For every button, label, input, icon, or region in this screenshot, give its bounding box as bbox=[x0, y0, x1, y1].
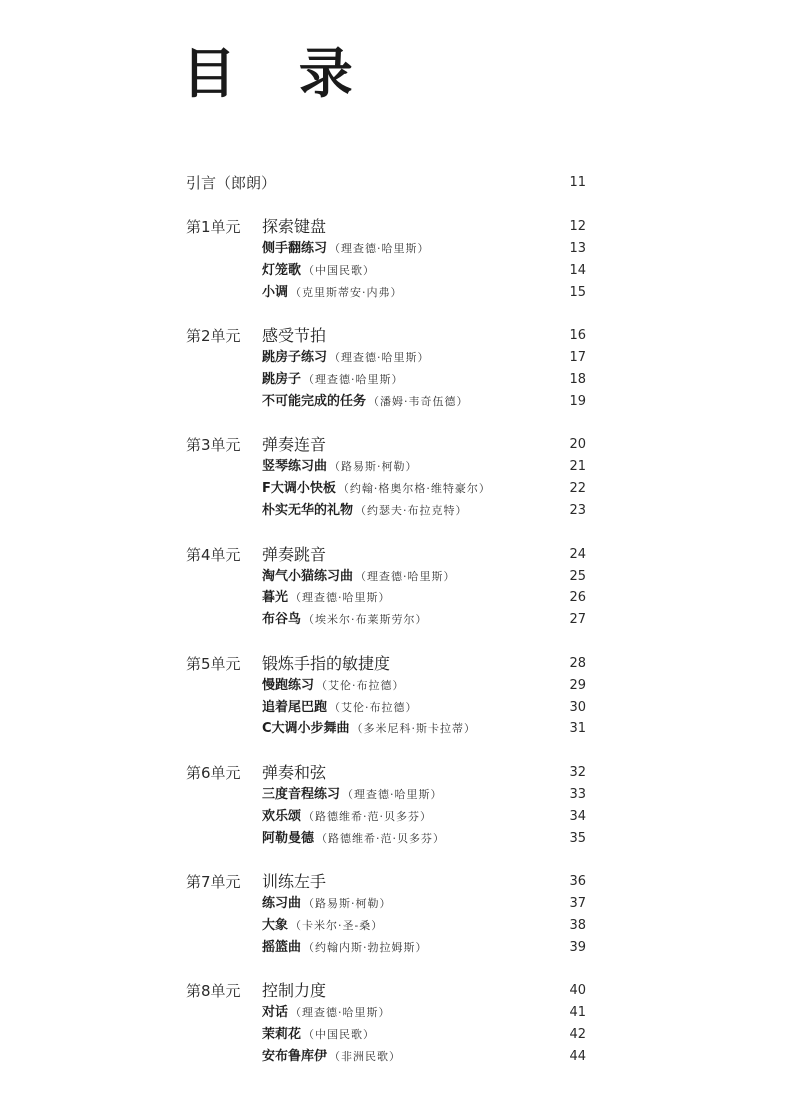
unit-label: 第5单元 bbox=[186, 654, 241, 673]
page-number: 15 bbox=[569, 284, 586, 300]
toc-entry-row[interactable] bbox=[0, 1046, 800, 1068]
entry-author: （理查德·哈里斯） bbox=[355, 569, 456, 583]
page-number: 35 bbox=[569, 830, 586, 846]
toc-unit-row[interactable] bbox=[0, 653, 800, 675]
page-number: 23 bbox=[569, 503, 586, 518]
toc-unit-row[interactable] bbox=[0, 762, 800, 784]
toc-entry-row[interactable] bbox=[0, 675, 800, 697]
entry-author: （卡米尔·圣-桑） bbox=[290, 919, 384, 932]
page-number: 29 bbox=[569, 677, 586, 693]
toc-entry-row[interactable] bbox=[0, 828, 800, 850]
unit-label: 第7单元 bbox=[186, 873, 241, 892]
toc-entry-row[interactable] bbox=[0, 718, 800, 740]
toc-entry-row[interactable] bbox=[0, 566, 800, 588]
toc-unit-row[interactable] bbox=[0, 980, 800, 1002]
toc-entry-row[interactable] bbox=[0, 784, 800, 806]
unit-label: 第3单元 bbox=[186, 436, 241, 455]
unit-title: 弹奏连音 bbox=[262, 435, 327, 455]
toc-entry-row[interactable] bbox=[0, 391, 800, 413]
page-number: 26 bbox=[569, 590, 586, 606]
toc-entry-row[interactable] bbox=[0, 500, 800, 522]
toc-unit-row[interactable] bbox=[0, 544, 800, 566]
entry-title: 茉莉花 （中国民歌） bbox=[262, 1027, 376, 1043]
entry-title: 欢乐颂 （路德维希·范·贝多芬） bbox=[262, 808, 433, 824]
entry-author: （理查德·哈里斯） bbox=[290, 1006, 391, 1020]
page-number: 13 bbox=[569, 241, 586, 256]
toc-unit-row[interactable] bbox=[0, 434, 800, 456]
page-number: 14 bbox=[569, 262, 586, 278]
page-number: 24 bbox=[569, 546, 586, 562]
entry-author: （中国民歌） bbox=[303, 1028, 376, 1042]
entry-author: （潘姆·韦奇伍德） bbox=[368, 394, 469, 408]
entry-author: （理查德·哈里斯） bbox=[329, 242, 430, 255]
page-number: 32 bbox=[569, 765, 586, 780]
page-title: 目 录 bbox=[182, 41, 375, 105]
toc-entry-row[interactable] bbox=[0, 456, 800, 478]
toc-unit-row[interactable] bbox=[0, 216, 800, 238]
unit-title: 探索键盘 bbox=[262, 217, 327, 236]
entry-title: 暮光 （理查德·哈里斯） bbox=[262, 590, 391, 606]
entry-author: （理查德·哈里斯） bbox=[303, 373, 404, 386]
toc-entry-row[interactable] bbox=[0, 347, 800, 369]
toc-entry-row[interactable] bbox=[0, 893, 800, 915]
entry-title: 追着尾巴跑 （艾伦·布拉德） bbox=[262, 699, 418, 715]
toc-entry-row[interactable] bbox=[0, 260, 800, 282]
unit-title: 感受节拍 bbox=[262, 326, 327, 346]
page-number: 19 bbox=[569, 393, 586, 409]
page-number: 30 bbox=[569, 699, 586, 715]
page-number: 11 bbox=[569, 175, 586, 190]
unit-label: 第2单元 bbox=[186, 327, 241, 346]
page-number: 33 bbox=[569, 787, 586, 802]
page-number: 17 bbox=[569, 350, 586, 366]
entry-author: （克里斯蒂安·内弗） bbox=[290, 285, 403, 299]
page-number: 12 bbox=[569, 219, 586, 234]
entry-author: （埃米尔·布莱斯劳尔） bbox=[303, 613, 428, 627]
page-number: 44 bbox=[569, 1049, 586, 1064]
toc-entry-row[interactable] bbox=[0, 609, 800, 631]
toc-entry-row[interactable] bbox=[0, 369, 800, 391]
entry-author: （路德维希·范·贝多芬） bbox=[316, 831, 446, 845]
unit-title: 弹奏跳音 bbox=[262, 544, 327, 564]
entry-author: （非洲民歌） bbox=[329, 1050, 402, 1063]
unit-title: 锻炼手指的敏捷度 bbox=[262, 653, 391, 673]
page-number: 21 bbox=[569, 459, 586, 475]
entry-title: 淘气小猫练习曲 （理查德·哈里斯） bbox=[262, 568, 456, 584]
toc-entry-row[interactable] bbox=[0, 587, 800, 609]
entry-title: 阿勒曼德 （路德维希·范·贝多芬） bbox=[262, 830, 446, 846]
toc-entry-row[interactable] bbox=[0, 1002, 800, 1024]
entry-author: （路易斯·柯勒） bbox=[329, 460, 418, 474]
toc-entry-row[interactable] bbox=[0, 915, 800, 937]
entry-title: 摇篮曲 （约翰内斯·勃拉姆斯） bbox=[262, 939, 428, 955]
entry-title: 朴实无华的礼物 （约瑟夫·布拉克特） bbox=[262, 503, 468, 518]
unit-label: 第8单元 bbox=[186, 982, 241, 1001]
toc-intro-row[interactable] bbox=[0, 172, 800, 194]
entry-author: （多米尼科·斯卡拉蒂） bbox=[351, 722, 477, 736]
entry-author: （理查德·哈里斯） bbox=[290, 591, 391, 605]
unit-title: 弹奏和弦 bbox=[262, 763, 327, 782]
entry-title: 三度音程练习 （理查德·哈里斯） bbox=[262, 787, 443, 802]
entry-title: 慢跑练习 （艾伦·布拉德） bbox=[262, 677, 405, 693]
entry-author: （路德维希·范·贝多芬） bbox=[303, 809, 433, 823]
entry-title: F大调小快板 （约翰·格奥尔格·维特豪尔） bbox=[262, 481, 491, 497]
page-number: 41 bbox=[569, 1005, 586, 1021]
entry-title: 侧手翻练习 （理查德·哈里斯） bbox=[262, 241, 430, 256]
entry-title: 不可能完成的任务 （潘姆·韦奇伍德） bbox=[262, 393, 469, 409]
toc-entry-row[interactable] bbox=[0, 937, 800, 959]
entry-author: （约翰内斯·勃拉姆斯） bbox=[303, 940, 428, 954]
page-number: 37 bbox=[569, 896, 586, 912]
entry-title: 灯笼歌 （中国民歌） bbox=[262, 262, 376, 278]
unit-label: 第6单元 bbox=[186, 764, 241, 782]
toc-entry-row[interactable] bbox=[0, 238, 800, 260]
intro-title: 引言（郎朗） bbox=[186, 174, 277, 192]
page-number: 16 bbox=[569, 328, 586, 344]
toc-entry-row[interactable] bbox=[0, 697, 800, 719]
entry-title: 大象 （卡米尔·圣-桑） bbox=[262, 918, 384, 933]
page-number: 25 bbox=[569, 568, 586, 584]
toc-entry-row[interactable] bbox=[0, 806, 800, 828]
entry-author: （约瑟夫·布拉克特） bbox=[355, 504, 468, 517]
toc-entry-row[interactable] bbox=[0, 1024, 800, 1046]
page-number: 42 bbox=[569, 1027, 586, 1043]
entry-author: （艾伦·布拉德） bbox=[316, 678, 405, 692]
entry-title: 竖琴练习曲 （路易斯·柯勒） bbox=[262, 459, 418, 475]
entry-author: （艾伦·布拉德） bbox=[329, 700, 418, 714]
entry-title: 跳房子练习 （理查德·哈里斯） bbox=[262, 350, 430, 366]
toc-unit-row[interactable] bbox=[0, 871, 800, 893]
entry-title: 练习曲 （路易斯·柯勒） bbox=[262, 896, 392, 912]
toc-unit-row[interactable] bbox=[0, 325, 800, 347]
entry-author: （理查德·哈里斯） bbox=[342, 788, 443, 801]
page-number: 40 bbox=[569, 983, 586, 999]
unit-label: 第1单元 bbox=[186, 218, 241, 236]
entry-author: （理查德·哈里斯） bbox=[329, 351, 430, 365]
entry-author: （路易斯·柯勒） bbox=[303, 897, 392, 911]
entry-title: 布谷鸟 （埃米尔·布莱斯劳尔） bbox=[262, 612, 428, 628]
page-number: 22 bbox=[569, 481, 586, 497]
page-number: 31 bbox=[569, 721, 586, 737]
entry-title: 安布鲁库伊 （非洲民歌） bbox=[262, 1049, 402, 1064]
entry-author: （约翰·格奥尔格·维特豪尔） bbox=[337, 482, 491, 496]
unit-title: 控制力度 bbox=[262, 981, 327, 1001]
page-number: 28 bbox=[569, 655, 586, 671]
unit-title: 训练左手 bbox=[262, 872, 327, 892]
entry-author: （中国民歌） bbox=[303, 263, 376, 277]
entry-title: C大调小步舞曲 （多米尼科·斯卡拉蒂） bbox=[262, 721, 477, 737]
toc-entry-row[interactable] bbox=[0, 478, 800, 500]
page-number: 27 bbox=[569, 612, 586, 628]
page-number: 36 bbox=[569, 874, 586, 890]
page-number: 38 bbox=[569, 918, 586, 933]
unit-label: 第4单元 bbox=[186, 545, 241, 564]
toc-entry-row[interactable] bbox=[0, 282, 800, 304]
entry-title: 小调 （克里斯蒂安·内弗） bbox=[262, 284, 403, 300]
entry-title: 跳房子 （理查德·哈里斯） bbox=[262, 372, 404, 387]
page-number: 39 bbox=[569, 939, 586, 955]
page-number: 20 bbox=[569, 437, 586, 453]
page-number: 18 bbox=[569, 372, 586, 387]
page-number: 34 bbox=[569, 808, 586, 824]
entry-title: 对话 （理查德·哈里斯） bbox=[262, 1005, 391, 1021]
